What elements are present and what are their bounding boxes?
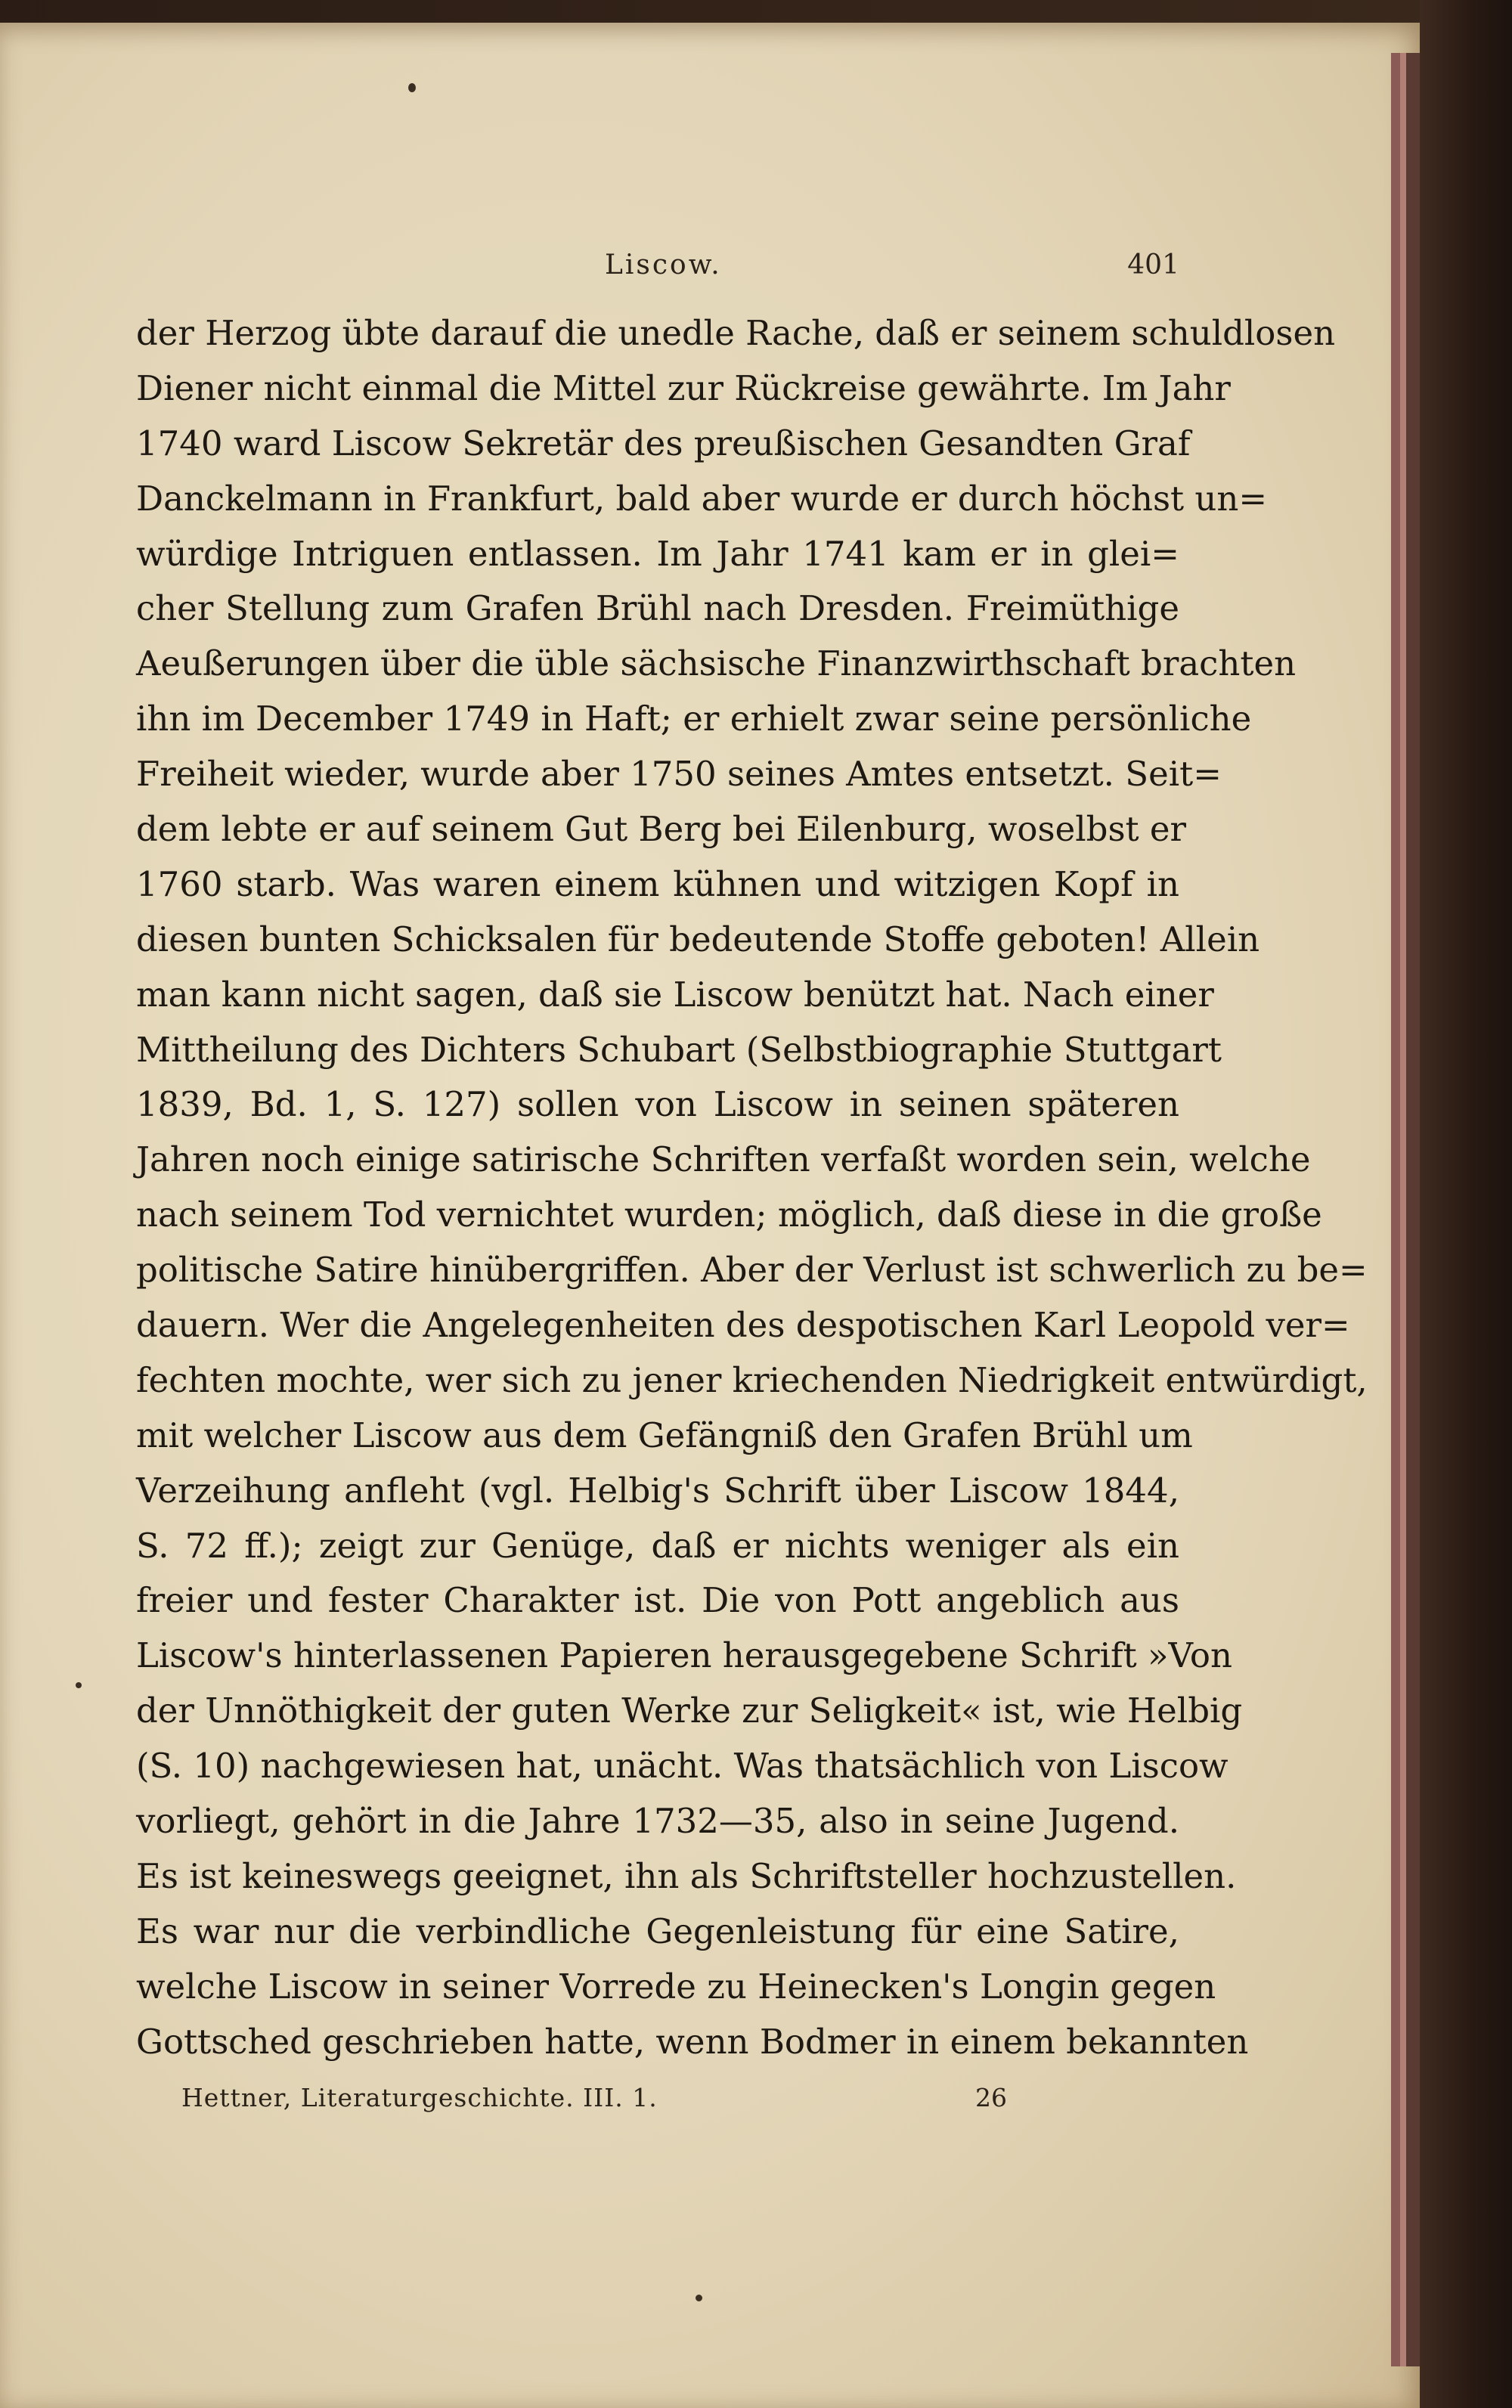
text-line: 1839, Bd. 1, S. 127) sollen von Liscow in seinen späteren	[136, 1084, 1179, 1125]
text-line: freier und fester Charakter ist. Die von Pott angeblich aus	[136, 1580, 1179, 1621]
body-text	[136, 306, 1368, 2070]
text-line: Mittheilung des Dichters Schubart (Selbstbiographie Stuttgart	[136, 1029, 1222, 1070]
text-line: 1740 ward Liscow Sekretär des preußischen Gesandten Graf	[136, 423, 1191, 463]
text-line: cher Stellung zum Grafen Brühl nach Dresden. Freimüthige	[136, 588, 1179, 629]
text-line: fechten mochte, wer sich zu jener kriechenden Niedrigkeit entwürdigt,	[136, 1359, 1368, 1400]
text-line: mit welcher Liscow aus dem Gefängniß den Grafen Brühl um	[136, 1415, 1193, 1455]
ink-speck	[76, 1682, 82, 1688]
printer-signature: Hettner, Literaturgeschichte. III. 1.	[181, 2083, 658, 2112]
book-cover-edge	[1420, 0, 1512, 2408]
text-line: der Herzog übte darauf die unedle Rache, daß er seinem schuldlosen	[136, 313, 1336, 353]
text-line: Es ist keineswegs geeignet, ihn als Schriftsteller hochzustellen.	[136, 1855, 1237, 1896]
text-line: der Unnöthigkeit der guten Werke zur Seligkeit« ist, wie Helbig	[136, 1691, 1243, 1731]
text-line: nach seinem Tod vernichtet wurden; möglich, daß diese in die große	[136, 1195, 1322, 1235]
text-line: Es war nur die verbindliche Gegenleistung für eine Satire,	[136, 1911, 1179, 1951]
page-edge	[1391, 53, 1400, 2366]
text-line: dem lebte er auf seinem Gut Berg bei Eilenburg, woselbst er	[136, 809, 1187, 850]
text-line: würdige Intriguen entlassen. Im Jahr 1741 kam er in glei=	[136, 533, 1179, 574]
text-line: (S. 10) nachgewiesen hat, unächt. Was thatsächlich von Liscow	[136, 1746, 1228, 1787]
text-line: vorliegt, gehört in die Jahre 1732—35, also in seine Jugend.	[136, 1801, 1179, 1842]
text-line: Danckelmann in Frankfurt, bald aber wurde er durch höchst un=	[136, 478, 1268, 519]
page-edge	[1400, 53, 1406, 2366]
text-line: Gottsched geschrieben hatte, wenn Bodmer in einem bekannten	[136, 2021, 1249, 2062]
page-header	[136, 249, 1179, 287]
text-line: Diener nicht einmal die Mittel zur Rückreise gewährte. Im Jahr	[136, 367, 1231, 408]
text-line: Verzeihung anfleht (vgl. Helbig's Schrift über Liscow 1844,	[136, 1470, 1179, 1511]
text-line: S. 72 ff.); zeigt zur Genüge, daß er nichts weniger als ein	[136, 1525, 1179, 1566]
page-edge	[1406, 53, 1420, 2366]
text-line: Aeußerungen über die üble sächsische Finanzwirthschaft brachten	[136, 643, 1297, 684]
ink-speck	[408, 83, 416, 92]
text-line: Liscow's hinterlassenen Papieren herausgegebene Schrift »Von	[136, 1635, 1232, 1676]
paper-page	[0, 23, 1421, 2408]
running-title: Liscow.	[605, 249, 722, 280]
page-footer	[136, 2083, 1179, 2121]
text-line: man kann nicht sagen, daß sie Liscow benützt hat. Nach einer	[136, 974, 1214, 1015]
page-number: 401	[1127, 249, 1179, 280]
signature-number: 26	[975, 2083, 1007, 2112]
text-line: diesen bunten Schicksalen für bedeutende Stoffe geboten! Allein	[136, 919, 1260, 959]
text-line: dauern. Wer die Angelegenheiten des despotischen Karl Leopold ver=	[136, 1305, 1350, 1346]
text-line: ihn im December 1749 in Haft; er erhielt zwar seine persönliche	[136, 699, 1252, 739]
ink-speck	[696, 2295, 702, 2301]
text-line: welche Liscow in seiner Vorrede zu Heinecken's Longin gegen	[136, 1966, 1216, 2007]
text-line: politische Satire hinübergriffen. Aber der Verlust ist schwerlich zu be=	[136, 1250, 1368, 1291]
text-line: 1760 starb. Was waren einem kühnen und witzigen Kopf in	[136, 863, 1179, 904]
text-line: Jahren noch einige satirische Schriften verfaßt worden sein, welche	[136, 1139, 1311, 1180]
text-line: Freiheit wieder, wurde aber 1750 seines Amtes entsetzt. Seit=	[136, 754, 1222, 795]
